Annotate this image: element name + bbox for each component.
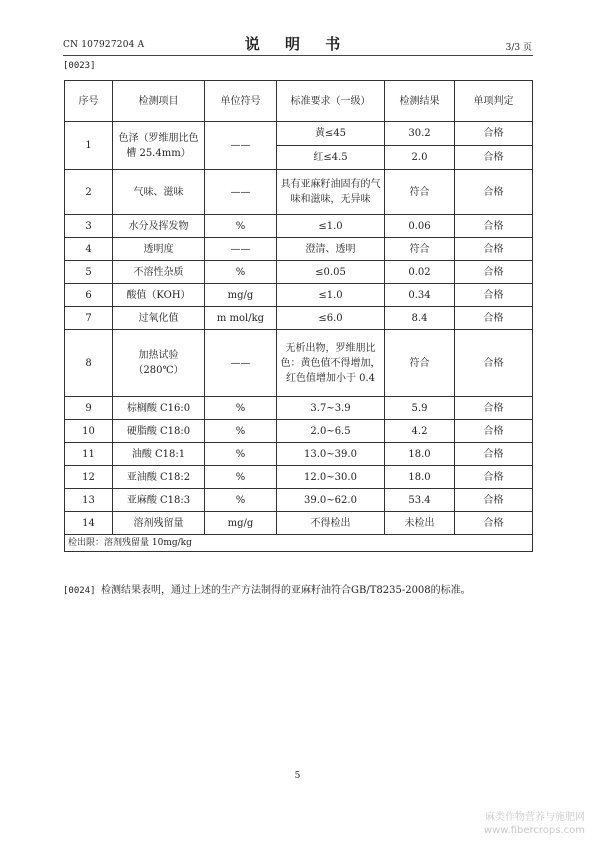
judgement: 合格	[455, 330, 533, 397]
table-row	[65, 330, 533, 397]
row-number: 11	[65, 443, 113, 466]
table-row	[65, 512, 533, 535]
judgement: 合格	[455, 512, 533, 535]
unit: %	[205, 215, 277, 238]
paragraph-id-0023: [0023]	[63, 61, 96, 71]
test-item: 亚油酸 C18:2	[113, 466, 205, 489]
row-number: 9	[65, 397, 113, 420]
standard: ≤1.0	[277, 284, 385, 307]
test-item: 加热试验（280℃）	[113, 330, 205, 397]
judgement: 合格	[455, 170, 533, 215]
row-number: 14	[65, 512, 113, 535]
header-divider	[63, 55, 533, 56]
test-item: 油酸 C18:1	[113, 443, 205, 466]
test-item: 酸值（KOH）	[113, 284, 205, 307]
result: 5.9	[385, 397, 455, 420]
table-row	[65, 443, 533, 466]
unit: %	[205, 466, 277, 489]
unit: %	[205, 489, 277, 512]
standard: 不得检出	[277, 512, 385, 535]
unit: %	[205, 397, 277, 420]
table-row	[65, 122, 533, 146]
page-indicator: 3/3 页	[505, 43, 532, 53]
standard: 具有亚麻籽油固有的气味和滋味，无异味	[277, 170, 385, 215]
standard: ≤1.0	[277, 215, 385, 238]
table-row	[65, 307, 533, 330]
column-header: 单项判定	[455, 81, 533, 122]
result: 0.02	[385, 261, 455, 284]
unit: m mol/kg	[205, 307, 277, 330]
watermark-line-1: 麻类作物营养与施肥网	[485, 812, 585, 823]
row-number: 2	[65, 170, 113, 215]
standard: ≤6.0	[277, 307, 385, 330]
table-header-row	[65, 81, 533, 122]
row-number: 12	[65, 466, 113, 489]
result: 0.06	[385, 215, 455, 238]
table-row	[65, 170, 533, 215]
judgement: 合格	[455, 489, 533, 512]
result: 18.0	[385, 466, 455, 489]
table-row	[65, 489, 533, 512]
result: 53.4	[385, 489, 455, 512]
standard: 无析出物，罗维朋比色：黄色值不得增加，红色值增加小于 0.4	[277, 330, 385, 397]
result: 符合	[385, 170, 455, 215]
test-item: 硬脂酸 C18:0	[113, 420, 205, 443]
unit: %	[205, 261, 277, 284]
column-header: 检测项目	[113, 81, 205, 122]
test-item: 水分及挥发物	[113, 215, 205, 238]
test-item: 亚麻酸 C18:3	[113, 489, 205, 512]
standard: ≤0.05	[277, 261, 385, 284]
watermark-line-2: www.fibercrops.com	[483, 825, 585, 836]
judgement: 合格	[455, 397, 533, 420]
standard: 12.0~30.0	[277, 466, 385, 489]
table-row	[65, 397, 533, 420]
result: 2.0	[385, 146, 455, 170]
standard: 13.0~39.0	[277, 443, 385, 466]
result: 30.2	[385, 122, 455, 146]
standard: 澄清、透明	[277, 238, 385, 261]
table-row	[65, 420, 533, 443]
column-header: 单位符号	[205, 81, 277, 122]
standard: 39.0~62.0	[277, 489, 385, 512]
table-row	[65, 261, 533, 284]
row-number: 3	[65, 215, 113, 238]
row-number: 8	[65, 330, 113, 397]
judgement: 合格	[455, 420, 533, 443]
result: 符合	[385, 330, 455, 397]
column-header: 标准要求（一级）	[277, 81, 385, 122]
conclusion-text: 检测结果表明，通过上述的生产方法制得的亚麻籽油符合GB/T8235-2008的标准。	[101, 585, 471, 596]
test-item: 过氧化值	[113, 307, 205, 330]
judgement: 合格	[455, 307, 533, 330]
unit: ——	[205, 122, 277, 170]
test-item: 溶剂残留量	[113, 512, 205, 535]
standard: 黄≤45	[277, 122, 385, 146]
unit: ——	[205, 330, 277, 397]
column-header: 检测结果	[385, 81, 455, 122]
judgement: 合格	[455, 284, 533, 307]
unit: mg/g	[205, 284, 277, 307]
unit: %	[205, 420, 277, 443]
test-item: 色泽（罗维朋比色槽 25.4mm）	[113, 122, 205, 170]
result: 未检出	[385, 512, 455, 535]
unit: ——	[205, 170, 277, 215]
row-number: 13	[65, 489, 113, 512]
page-title: 说 明 书	[244, 35, 351, 53]
judgement: 合格	[455, 146, 533, 170]
result: 0.34	[385, 284, 455, 307]
paragraph-id-0024: [0024]	[63, 586, 96, 596]
table-note-row	[65, 535, 533, 552]
standard: 红≤4.5	[277, 146, 385, 170]
judgement: 合格	[455, 238, 533, 261]
judgement: 合格	[455, 122, 533, 146]
unit: mg/g	[205, 512, 277, 535]
test-item: 不溶性杂质	[113, 261, 205, 284]
column-header: 序号	[65, 81, 113, 122]
unit: ——	[205, 238, 277, 261]
row-number: 7	[65, 307, 113, 330]
standard: 2.0~6.5	[277, 420, 385, 443]
watermark	[484, 811, 585, 837]
table-row	[65, 215, 533, 238]
result: 符合	[385, 238, 455, 261]
table-row	[65, 238, 533, 261]
result: 8.4	[385, 307, 455, 330]
standard: 3.7~3.9	[277, 397, 385, 420]
judgement: 合格	[455, 261, 533, 284]
result: 18.0	[385, 443, 455, 466]
test-item: 气味、滋味	[113, 170, 205, 215]
document-number: CN 107927204 A	[63, 40, 145, 50]
table-row	[65, 284, 533, 307]
page-number: 5	[294, 771, 301, 781]
test-item: 透明度	[113, 238, 205, 261]
row-number: 10	[65, 420, 113, 443]
row-number: 6	[65, 284, 113, 307]
test-results-table-container	[64, 80, 532, 552]
table-row	[65, 466, 533, 489]
test-results-table	[64, 80, 533, 552]
paragraph-0024	[63, 581, 533, 596]
row-number: 4	[65, 238, 113, 261]
detection-limit-note: 检出限：溶剂残留量 10mg/kg	[65, 535, 533, 552]
row-number: 5	[65, 261, 113, 284]
row-number: 1	[65, 122, 113, 170]
unit: %	[205, 443, 277, 466]
judgement: 合格	[455, 443, 533, 466]
result: 4.2	[385, 420, 455, 443]
judgement: 合格	[455, 466, 533, 489]
judgement: 合格	[455, 215, 533, 238]
test-item: 棕榈酸 C16:0	[113, 397, 205, 420]
